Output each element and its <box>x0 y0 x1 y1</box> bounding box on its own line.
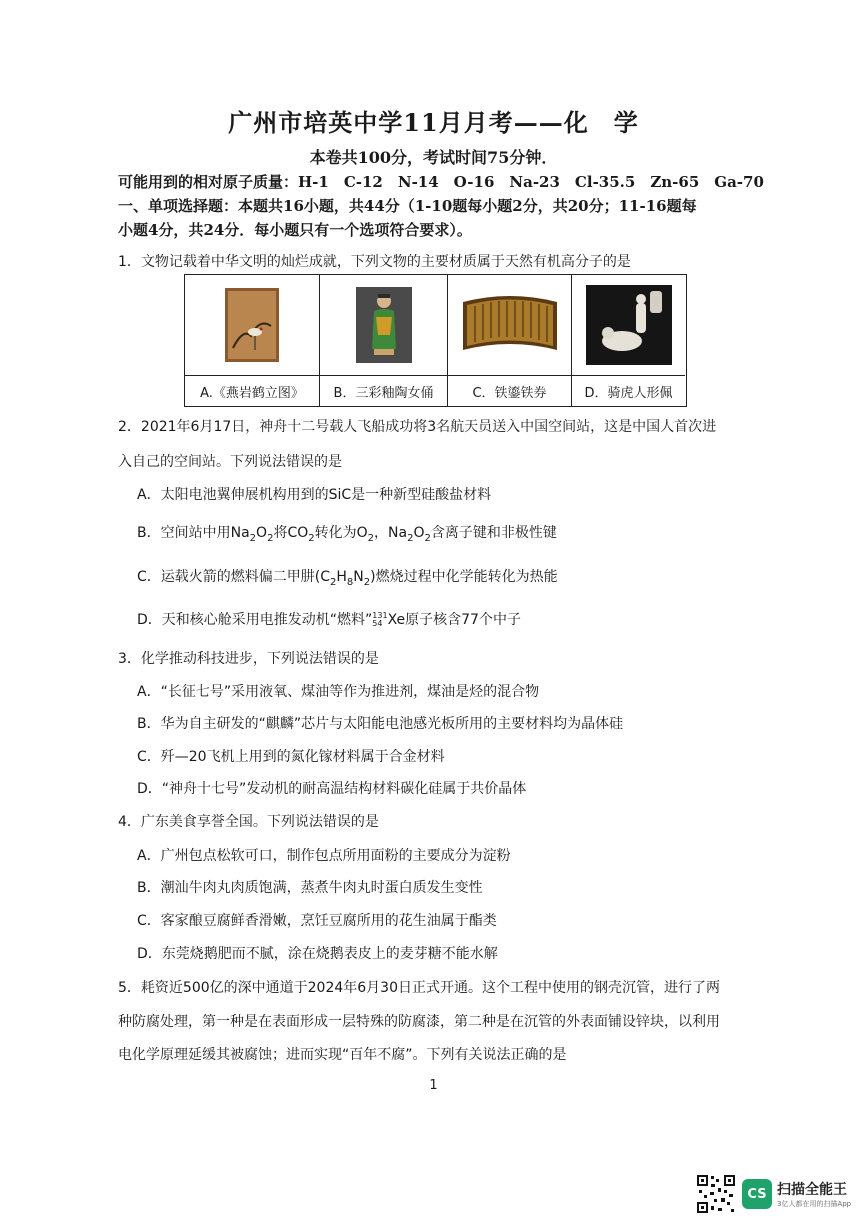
q1-option-b: B．三彩釉陶女俑 <box>320 375 448 406</box>
scanner-logo-icon: CS <box>742 1179 772 1209</box>
q2-stem-line1: 2．2021年6月17日，神舟十二号载人飞船成功将3名航天员送入中国空间站，这是中国人首次进 <box>118 419 717 435</box>
q5-line2: 种防腐处理，第一种是在表面形成一层特殊的防腐漆，第二种是在沉管的外表面铺设锌块，以利用 <box>118 1014 720 1030</box>
scanner-watermark <box>696 1169 856 1219</box>
scanner-tagline: 3亿人都在用的扫描App <box>777 1200 852 1208</box>
q1-image-cell-a <box>185 275 320 375</box>
iron-tablet-image <box>461 292 559 358</box>
q1-option-c: C．铁鎏铁券 <box>448 375 572 406</box>
ceramic-figurine-image <box>356 287 412 363</box>
q3-stem: 3．化学推动科技进步，下列说法错误的是 <box>118 651 379 667</box>
jade-pendant-image <box>586 285 672 365</box>
exam-subtitle: 本卷共100分，考试时间75分钟． <box>309 148 558 167</box>
q3-option-a: A．“长征七号”采用液氧、煤油等作为推进剂，煤油是烃的混合物 <box>137 684 540 700</box>
q4-stem: 4．广东美食享誉全国。下列说法错误的是 <box>118 814 379 830</box>
q2-stem-line2: 入自己的空间站。下列说法错误的是 <box>118 454 342 470</box>
q2-option-a: A．太阳电池翼伸展机构用到的SiC是一种新型硅酸盐材料 <box>137 487 492 503</box>
q2-option-b: B．空间站中用$Na_2O_2$将$CO_2$转化为$O_2$，$Na_2O_2$含离子键和非极性键 <box>137 525 557 544</box>
section-heading-line2: 小题4分，共24分．每小题只有一个选项符合要求）。 <box>118 221 472 239</box>
q3-option-d: D．“神舟十七号”发动机的耐高温结构材料碳化硅属于共价晶体 <box>137 781 527 797</box>
q1-stem: 1．文物记载着中华文明的灿烂成就，下列文物的主要材质属于天然有机高分子的是 <box>118 254 631 270</box>
q1-artifact-table <box>184 274 687 407</box>
q4-option-a: A．广州包点松软可口，制作包点所用面粉的主要成分为淀粉 <box>137 848 511 864</box>
scanner-name: 扫描全能王 <box>777 1182 847 1198</box>
q2-option-c: C．运载火箭的燃料偏二甲肼$(C_2H_8N_2)$燃烧过程中化学能转化为热能 <box>137 569 558 588</box>
qr-code-icon <box>696 1174 736 1214</box>
q4-option-d: D．东莞烧鹅肥而不腻，涂在烧鹅表皮上的麦芽糖不能水解 <box>137 946 498 962</box>
q5-line3: 电化学原理延缓其被腐蚀；进而实现“百年不腐”。下列有关说法正确的是 <box>118 1047 567 1063</box>
exam-title: 广州市培英中学11月月考——化 学 <box>228 108 639 137</box>
q4-option-b: B．潮汕牛肉丸肉质饱满，蒸煮牛肉丸时蛋白质发生变性 <box>137 880 483 896</box>
q3-option-b: B．华为自主研发的“麒麟”芯片与太阳能电池感光板所用的主要材料均为晶体硅 <box>137 716 624 732</box>
q3-option-c: C．歼—20飞机上用到的氮化镓材料属于合金材料 <box>137 749 445 765</box>
q1-image-cell-d <box>572 275 685 375</box>
q1-option-a: A.《燕岩鹤立图》 <box>185 375 320 406</box>
painting-image <box>225 288 279 362</box>
q1-image-cell-c <box>448 275 572 375</box>
section-heading-line1: 一、单项选择题：本题共16小题，共44分（1-10题每小题2分，共20分；11-16题每 <box>118 197 697 215</box>
q5-line1: 5．耗资近500亿的深中通道于2024年6月30日正式开通。这个工程中使用的钢壳沉管，进行了两 <box>118 980 720 996</box>
q4-option-c: C．客家酿豆腐鲜香滑嫩，烹饪豆腐所用的花生油属于酯类 <box>137 913 497 929</box>
atomic-masses: 可能用到的相对原子质量：H-1 C-12 N-14 O-16 Na-23 Cl-35.5 Zn-65 Ga-70 <box>118 173 764 191</box>
scanner-text <box>777 1179 851 1209</box>
q2-option-d: D．天和核心舱采用电推发动机“燃料” 131 54 Xe原子核含77个中子 <box>137 611 521 628</box>
q1-image-cell-b <box>320 275 448 375</box>
page-number: 1 <box>429 1078 438 1093</box>
q1-option-d: D．骑虎人形佩 <box>572 375 685 406</box>
